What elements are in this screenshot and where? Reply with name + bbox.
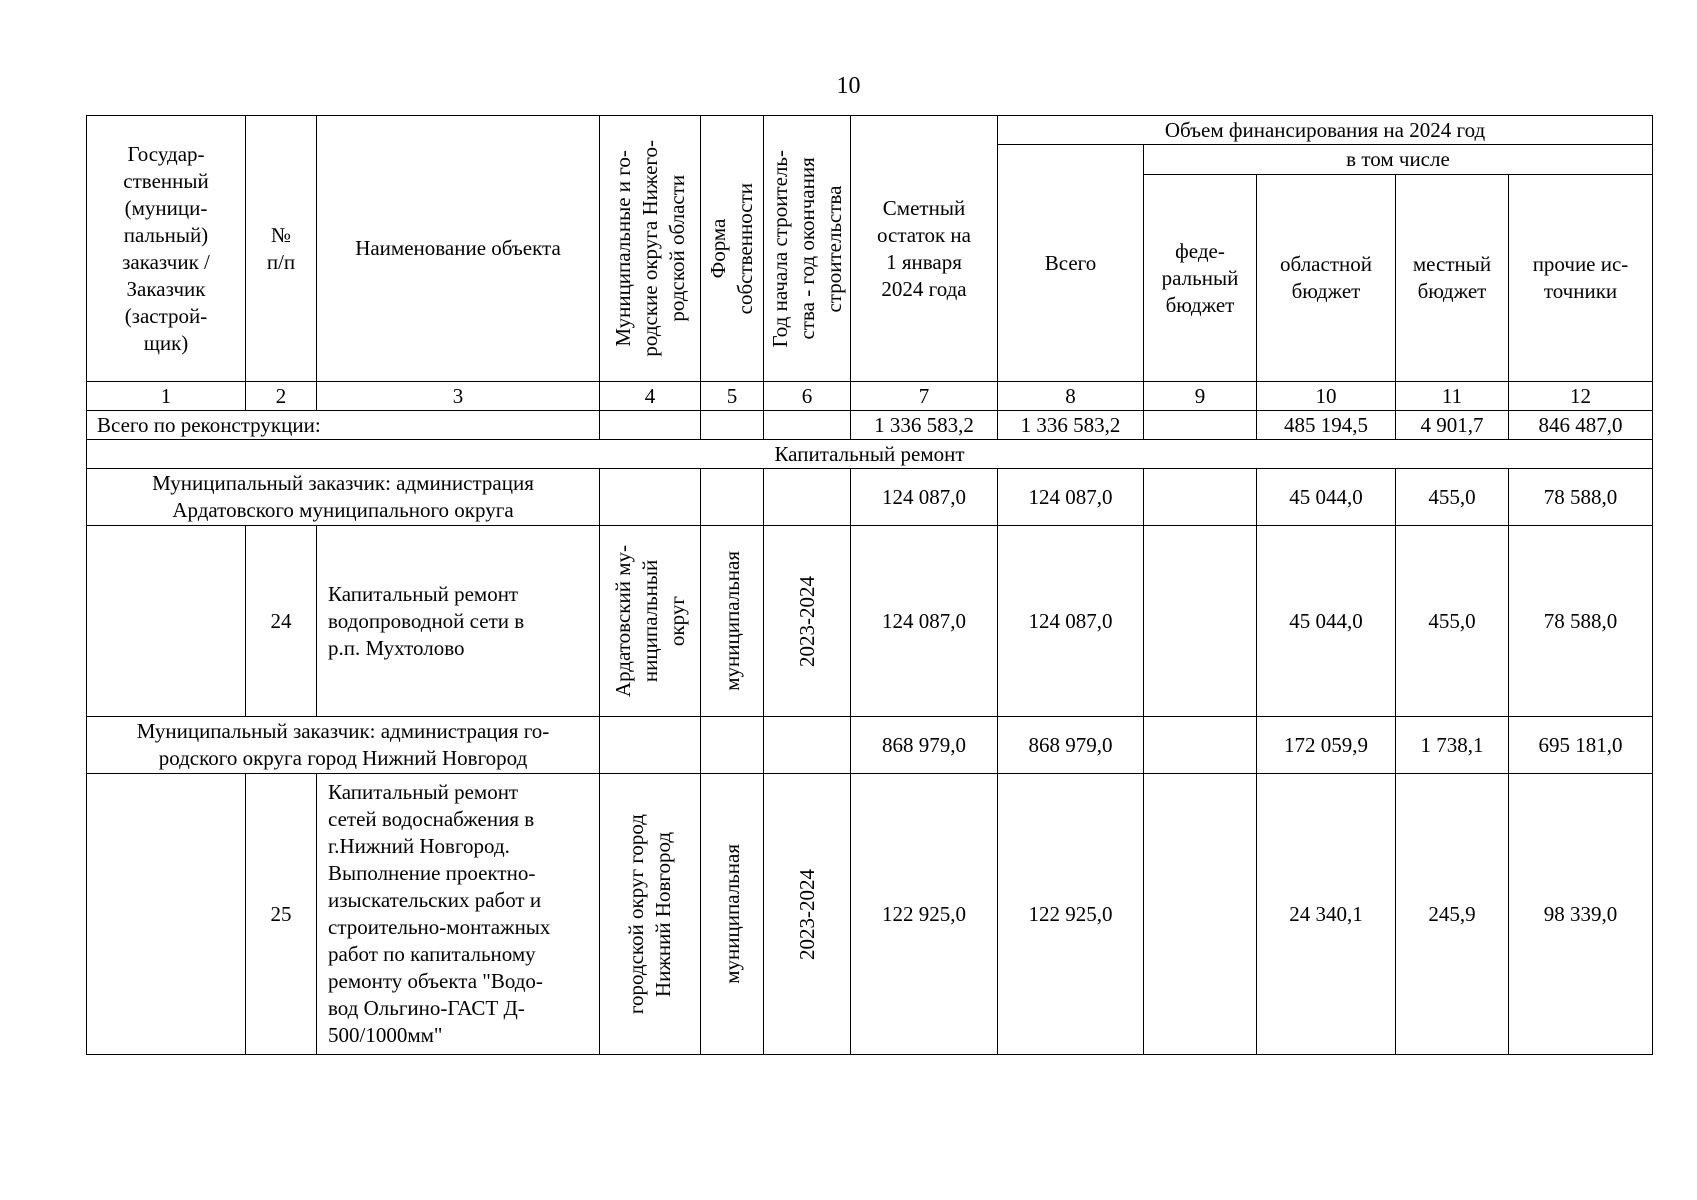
group-regional: 172 059,9 bbox=[1257, 717, 1396, 774]
group-federal bbox=[1144, 469, 1257, 526]
col-num: 12 bbox=[1509, 382, 1653, 411]
item-name: Капитальный ремонт сетей водоснабжения в г.Нижний Новгород. Выполнение проектно- изыскательских работ и строительно-монтажных работ по капитальному ремонту объекта "Водо- вод Ольгино-ГАСТ Д- 500/1000мм" bbox=[317, 774, 600, 1055]
item-estimated: 122 925,0 bbox=[851, 774, 998, 1055]
total-label: Всего по реконструкции: bbox=[87, 411, 600, 440]
item-federal bbox=[1144, 774, 1257, 1055]
item-ownership: муниципальная bbox=[701, 774, 764, 1055]
group-total: 868 979,0 bbox=[998, 717, 1144, 774]
header-other: прочие ис- точники bbox=[1509, 175, 1653, 382]
item-number: 25 bbox=[246, 774, 317, 1055]
item-number: 24 bbox=[246, 526, 317, 717]
item-regional: 24 340,1 bbox=[1257, 774, 1396, 1055]
item-row bbox=[87, 526, 1653, 717]
group-other: 78 588,0 bbox=[1509, 469, 1653, 526]
col-num: 5 bbox=[701, 382, 764, 411]
group-local: 455,0 bbox=[1396, 469, 1509, 526]
item-total: 124 087,0 bbox=[998, 526, 1144, 717]
total-regional: 485 194,5 bbox=[1257, 411, 1396, 440]
item-municipality: Ардатовский му- ниципальный округ bbox=[600, 526, 701, 717]
section-title: Капитальный ремонт bbox=[87, 440, 1653, 469]
total-estimated: 1 336 583,2 bbox=[851, 411, 998, 440]
header-estimated-balance: Сметный остаток на 1 января 2024 года bbox=[851, 116, 998, 382]
total-total: 1 336 583,2 bbox=[998, 411, 1144, 440]
group-customer: Муниципальный заказчик: администрация го- родского округа город Нижний Новгород bbox=[87, 717, 600, 774]
total-federal bbox=[1144, 411, 1257, 440]
group-local: 1 738,1 bbox=[1396, 717, 1509, 774]
header-regional: областной бюджет bbox=[1257, 175, 1396, 382]
item-local: 245,9 bbox=[1396, 774, 1509, 1055]
item-name: Капитальный ремонт водопроводной сети в р.п. Мухтолово bbox=[317, 526, 600, 717]
header-object-name: Наименование объекта bbox=[317, 116, 600, 382]
col-num: 7 bbox=[851, 382, 998, 411]
total-row bbox=[87, 411, 1653, 440]
col-num: 10 bbox=[1257, 382, 1396, 411]
item-years: 2023-2024 bbox=[764, 526, 851, 717]
header-including: в том числе bbox=[1144, 145, 1653, 175]
group-federal bbox=[1144, 717, 1257, 774]
group-customer: Муниципальный заказчик: администрация Ардатовского муниципального округа bbox=[87, 469, 600, 526]
header-financing-volume: Объем финансирования на 2024 год bbox=[998, 116, 1653, 145]
item-federal bbox=[1144, 526, 1257, 717]
group-other: 695 181,0 bbox=[1509, 717, 1653, 774]
group-estimated: 124 087,0 bbox=[851, 469, 998, 526]
group-regional: 45 044,0 bbox=[1257, 469, 1396, 526]
group-row bbox=[87, 469, 1653, 526]
col-num: 9 bbox=[1144, 382, 1257, 411]
page-number: 10 bbox=[836, 73, 861, 99]
item-other: 98 339,0 bbox=[1509, 774, 1653, 1055]
col-num: 3 bbox=[317, 382, 600, 411]
col-num: 4 bbox=[600, 382, 701, 411]
item-estimated: 124 087,0 bbox=[851, 526, 998, 717]
group-row bbox=[87, 717, 1653, 774]
financing-table bbox=[86, 115, 1653, 1055]
col-num: 2 bbox=[246, 382, 317, 411]
col-num: 6 bbox=[764, 382, 851, 411]
col-num: 8 bbox=[998, 382, 1144, 411]
item-regional: 45 044,0 bbox=[1257, 526, 1396, 717]
item-total: 122 925,0 bbox=[998, 774, 1144, 1055]
item-years: 2023-2024 bbox=[764, 774, 851, 1055]
total-local: 4 901,7 bbox=[1396, 411, 1509, 440]
item-row bbox=[87, 774, 1653, 1055]
item-other: 78 588,0 bbox=[1509, 526, 1653, 717]
header-years: Год начала строитель- ства - год окончания строительства bbox=[764, 116, 851, 382]
column-numbers-row bbox=[87, 382, 1653, 411]
header-ownership: Форма собственности bbox=[701, 116, 764, 382]
group-estimated: 868 979,0 bbox=[851, 717, 998, 774]
header-municipalities: Муниципальные и го- родские округа Нижего- родской области bbox=[600, 116, 701, 382]
item-local: 455,0 bbox=[1396, 526, 1509, 717]
col-num: 1 bbox=[87, 382, 246, 411]
item-municipality: городской округ город Нижний Новгород bbox=[600, 774, 701, 1055]
col-num: 11 bbox=[1396, 382, 1509, 411]
total-other: 846 487,0 bbox=[1509, 411, 1653, 440]
header-federal: феде- ральный бюджет bbox=[1144, 175, 1257, 382]
header-local: местный бюджет bbox=[1396, 175, 1509, 382]
item-ownership: муниципальная bbox=[701, 526, 764, 717]
group-total: 124 087,0 bbox=[998, 469, 1144, 526]
header-total: Всего bbox=[998, 145, 1144, 382]
header-number: № п/п bbox=[246, 116, 317, 382]
header-customer: Государ- ственный (муници- пальный) заказчик / Заказчик (застрой- щик) bbox=[87, 116, 246, 382]
